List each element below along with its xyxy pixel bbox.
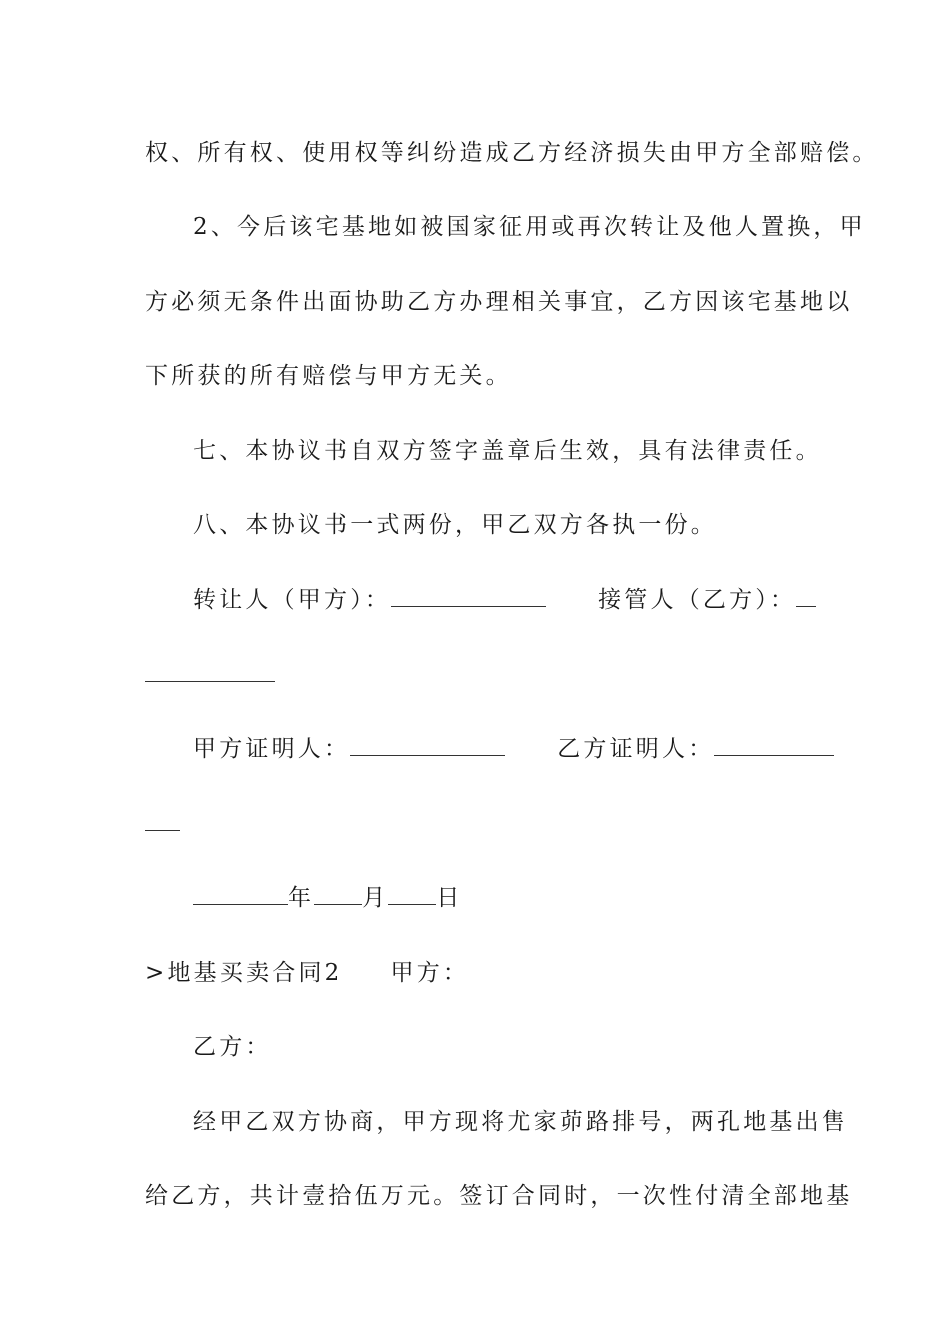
signature-row-parties — [193, 585, 813, 615]
witness-b-label: 乙方证明人： — [557, 736, 715, 762]
transferor-blank — [391, 586, 546, 607]
year-label: 年 — [288, 885, 315, 911]
month-blank — [314, 884, 362, 905]
transferor-label: 转让人（甲方）： — [193, 587, 392, 613]
receiver-label: 接管人（乙方）： — [598, 587, 797, 613]
contract2-title: >地基买卖合同2 — [145, 960, 343, 986]
witness-b-blank-continued — [145, 810, 180, 831]
clause-seven: 七、本协议书自双方签字盖章后生效，具有法律责任。 — [193, 438, 822, 464]
contract2-heading — [145, 958, 810, 988]
date-row — [193, 883, 858, 913]
party-b-label: 乙方： — [193, 1034, 272, 1060]
party-a-label: 甲方： — [390, 960, 470, 986]
witness-a-label: 甲方证明人： — [193, 736, 351, 762]
paragraph-line: 方必须无条件出面协助乙方办理相关事宜，乙方因该宅基地以 — [145, 289, 853, 315]
blank-continuation — [145, 660, 810, 690]
paragraph-line: 给乙方，共计壹拾伍万元。签订合同时，一次性付清全部地基 — [145, 1183, 853, 1209]
blank-continuation — [145, 809, 810, 839]
witness-a-blank — [350, 735, 505, 756]
paragraph-line: 2、今后该宅基地如被国家征用或再次转让及他人置换，甲 — [193, 214, 866, 240]
year-blank — [193, 884, 288, 905]
paragraph-line: 权、所有权、使用权等纠纷造成乙方经济损失由甲方全部赔偿。 — [145, 140, 879, 166]
witness-b-blank — [714, 735, 834, 756]
paragraph-line: 经甲乙双方协商，甲方现将尤家茆路排号，两孔地基出售 — [193, 1109, 848, 1135]
day-blank — [388, 884, 436, 905]
month-label: 月 — [362, 885, 389, 911]
clause-eight: 八、本协议书一式两份，甲乙双方各执一份。 — [193, 512, 717, 538]
signature-row-witnesses — [193, 734, 813, 764]
receiver-blank-continued — [145, 661, 275, 682]
paragraph-line: 下所获的所有赔偿与甲方无关。 — [145, 363, 512, 389]
day-label: 日 — [436, 885, 463, 911]
receiver-blank — [796, 586, 816, 607]
